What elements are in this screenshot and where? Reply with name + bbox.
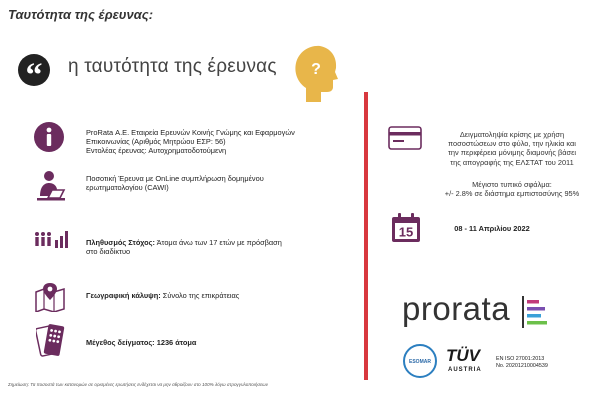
iso-line: EN ISO 27001:2013 — [496, 356, 545, 362]
calendar-number: 15 — [398, 224, 414, 240]
coverage-info — [86, 291, 326, 300]
survey-dates: 08 - 11 Απριλίου 2022 — [454, 224, 530, 233]
error-info — [432, 180, 592, 198]
info-line: ProRata Α.Ε. Εταιρεία Ερευνών Κοινής Γνώμης και Εφαρμογών — [86, 128, 295, 137]
sampling-line: Δειγματοληψία κρίσης με χρήση — [459, 130, 565, 139]
laptop-person-icon — [36, 170, 66, 202]
research-company-info — [86, 128, 346, 156]
map-pin-icon — [34, 282, 66, 312]
calendar-icon — [390, 212, 422, 244]
footnote: Σημείωση: Τα ποσοστά των κατανομών σε ορισμένες ερωτήσεις ενδέχεται να μην αθροίζουν στο 100% λόγω στρογγυλοποιήσεων — [8, 382, 269, 387]
head-question-mark: ? — [311, 61, 321, 78]
page-heading: Ταυτότητα της έρευνας: — [8, 7, 154, 22]
coverage-label: Γεωγραφική κάλυψη: — [86, 291, 161, 300]
population-info — [86, 238, 326, 256]
sampling-info — [432, 130, 592, 167]
tuv-logo: TÜV — [446, 346, 480, 365]
info-icon — [34, 122, 64, 152]
error-line: Μέγιστο τυπικό σφάλμα: — [472, 180, 552, 189]
error-line: +/- 2.8% σε διάστημα εμπιστοσύνης 95% — [444, 189, 580, 199]
iso-certification — [496, 356, 596, 370]
population-label: Πληθυσμός Στόχος: — [86, 238, 155, 247]
quote-icon: “ — [18, 54, 50, 86]
card-icon — [388, 126, 422, 150]
esomar-label: ESOMAR — [409, 359, 431, 365]
sampling-line: της απογραφής της ΕΛΣΤΑΤ του 2011 — [450, 157, 574, 167]
method-line: Ποσοτική Έρευνα με OnLine συμπλήρωση δομημένου — [86, 174, 264, 183]
sampling-line: την περιφέρεια μόνιμης διαμονής βάσει — [447, 148, 577, 158]
head-question-icon — [290, 44, 338, 102]
sample-size-value: 1236 άτομα — [156, 338, 197, 347]
method-info — [86, 174, 336, 192]
prorata-logo-bars-icon — [522, 296, 548, 328]
card-title: η ταυτότητα της έρευνας — [68, 56, 277, 77]
coverage-value: Σύνολο της επικράτειας — [162, 291, 240, 300]
population-chart-icon — [34, 228, 70, 250]
iso-line: No. 20201210004539 — [496, 363, 548, 369]
population-value-cont: στο διαδίκτυο — [86, 247, 131, 257]
prorata-logo-text: prorata — [402, 290, 511, 327]
sample-size-icon — [36, 323, 66, 359]
population-value: Άτομα άνω των 17 ετών με πρόσβαση — [156, 238, 282, 247]
sampling-line: ποσοστώσεων στο φύλο, την ηλικία και — [448, 139, 576, 149]
sample-size-label: Μέγεθος δείγματος: — [86, 338, 155, 347]
info-line: Επικοινωνίας (Αριθμός Μητρώου ΕΣΡ: 56) — [86, 137, 226, 147]
sample-size-info — [86, 338, 326, 347]
info-line: Εντολέας έρευνας: Αυτοχρηματοδοτούμενη — [86, 146, 227, 156]
vertical-divider — [364, 92, 368, 380]
tuv-subtitle: AUSTRIA — [448, 367, 482, 373]
method-line: ερωτηματολογίου (CAWI) — [86, 183, 169, 193]
